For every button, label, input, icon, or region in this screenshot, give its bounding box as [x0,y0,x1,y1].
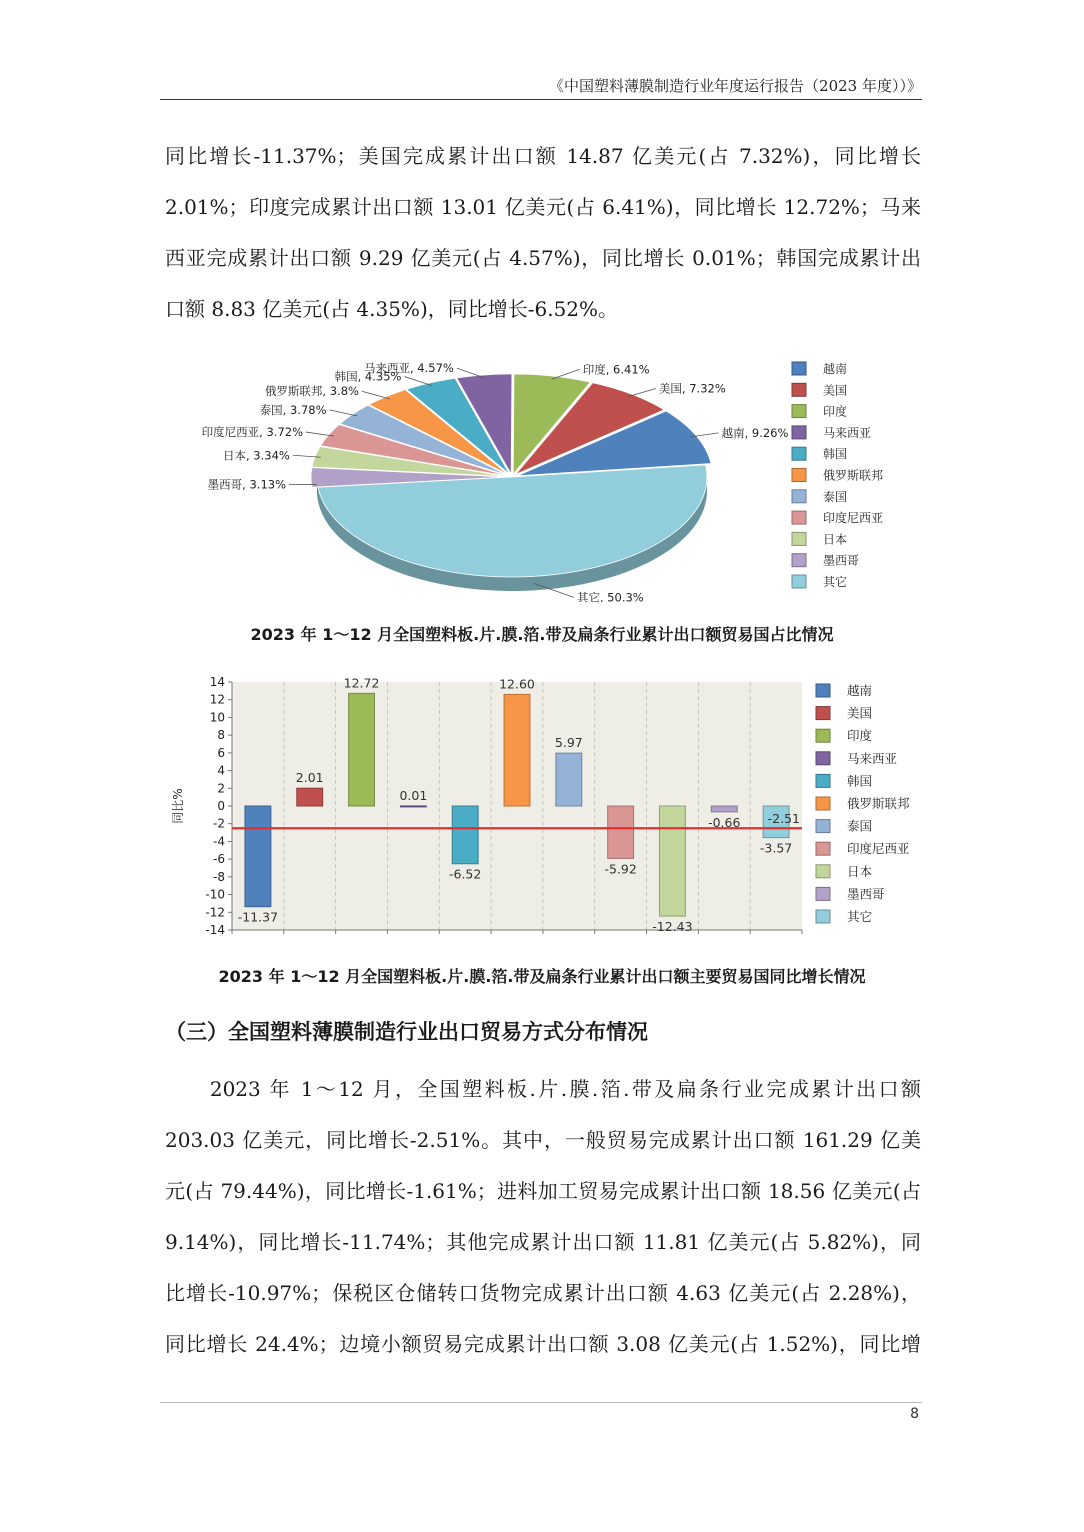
pie-legend [792,361,883,589]
pie-data-label: 日本, 3.34% [223,448,290,463]
legend-label: 印度 [847,728,873,744]
y-tick-label: -8 [213,869,225,884]
y-tick-label: 8 [217,728,225,743]
legend-swatch [792,383,806,396]
legend-label: 泰国 [823,489,848,504]
intro-paragraph [165,131,921,335]
text-line: 元(占 79.44%)，同比增长-1.61%；进料加工贸易完成累计出口额 18.56 亿美元(占 [165,1179,921,1203]
bar-value-label: 0.01 [399,787,428,803]
legend-label: 墨西哥 [823,553,860,568]
legend-swatch [792,426,806,439]
page-number: 8 [910,1406,919,1422]
bar-value-label: -6.52 [449,866,482,882]
pie-data-label: 泰国, 3.78% [259,402,327,417]
legend-swatch [792,469,806,482]
text-line: 203.03 亿美元，同比增长-2.51%。其中，一般贸易完成累计出口额 161.29 亿美 [165,1128,921,1152]
y-tick-label: -4 [213,834,225,849]
legend-swatch [816,842,830,855]
y-tick-label: 6 [217,745,225,760]
pie-leader-line [628,389,656,397]
pie-chart-caption: 2023 年 1～12 月全国塑料板.片.膜.箔.带及扁条行业累计出口额贸易国占比情况 [250,625,834,644]
bar-value-label: -12.43 [652,919,693,935]
bar-value-label: 5.97 [554,735,583,751]
legend-label: 马来西亚 [823,425,872,440]
pie-data-label: 美国, 7.32% [658,381,726,396]
legend-label: 日本 [847,863,873,879]
legend-label: 韩国 [823,447,848,462]
pie-leader-line [404,377,432,386]
pie-data-label: 其它, 50.3% [576,590,644,602]
text-line: 同比增长-11.37%；美国完成累计出口额 14.87 亿美元(占 7.32%)，同比增长 [165,144,921,168]
legend-swatch [816,752,830,765]
legend-swatch [816,729,830,742]
legend-swatch [816,707,830,720]
y-tick-label: 10 [209,710,225,725]
body-paragraph [165,1064,921,1370]
bar-8 [608,806,634,858]
pie-data-label: 俄罗斯联邦, 3.8% [264,384,359,399]
bar-4 [400,806,426,807]
bar-7 [556,753,582,806]
pie-data-label: 越南, 9.26% [721,425,789,440]
text-line: 西亚完成累计出口额 9.29 亿美元(占 4.57%)，同比增长 0.01%；韩国完成累计出 [165,246,921,270]
pie-chart [160,352,924,602]
y-axis-label: 同比% [171,788,185,824]
page-header: 《中国塑料薄膜制造行业年度运行报告（2023 年度））》 [549,77,922,95]
section-title: （三）全国塑料薄膜制造行业出口贸易方式分布情况 [165,1020,648,1044]
pie-data-label: 印度, 6.41% [582,362,650,377]
legend-label: 越南 [847,683,873,698]
legend-swatch [792,362,806,375]
legend-swatch [792,405,806,418]
text-line: 口额 8.83 亿美元(占 4.35%)，同比增长-6.52%。 [165,297,619,321]
legend-swatch [792,447,806,460]
header-rule [160,99,922,100]
legend-swatch [816,797,830,810]
bar-value-label: 12.72 [343,675,380,691]
bar-value-label: -11.37 [237,909,279,925]
legend-label: 印度 [823,404,848,419]
legend-label: 美国 [823,383,848,398]
legend-swatch [816,865,830,878]
legend-label: 其它 [847,909,873,924]
text-line: 2.01%；印度完成累计出口额 13.01 亿美元(占 6.41%)，同比增长 12.72%；马来 [165,195,921,219]
y-tick-label: -6 [213,852,225,867]
bar-9 [660,806,686,916]
bar-value-label: -0.66 [708,814,741,830]
y-tick-label: -2 [213,816,225,831]
footer-rule [160,1402,922,1403]
y-tick-label: -10 [205,887,225,902]
pie-chart-svg [160,352,924,602]
text-line: 2023 年 1～12 月，全国塑料板.片.膜.箔.带及扁条行业完成累计出口额 [165,1077,921,1101]
legend-label: 越南 [823,362,848,376]
y-tick-label: 0 [217,799,225,813]
legend-label: 俄罗斯联邦 [823,468,884,483]
bar-chart-caption: 2023 年 1～12 月全国塑料板.片.膜.箔.带及扁条行业累计出口额主要贸易国同比增长情况 [218,967,866,986]
legend-swatch [792,532,806,545]
y-tick-label: 2 [217,781,225,796]
legend-label: 印度尼西亚 [847,841,910,857]
legend-label: 马来西亚 [847,750,898,766]
legend-swatch [816,774,830,787]
text-line: 比增长-10.97%；保税区仓储转口货物完成累计出口额 4.63 亿美元(占 2.28%)， [165,1281,921,1305]
y-tick-label: 12 [209,692,225,707]
legend-label: 墨西哥 [847,886,885,902]
text-line: 9.14%)，同比增长-11.74%；其他完成累计出口额 11.81 亿美元(占 5.82%)，同 [165,1230,921,1254]
legend-swatch [792,511,806,524]
legend-swatch [792,490,806,503]
legend-label: 俄罗斯联邦 [847,796,910,811]
pie-data-label: 马来西亚, 4.57% [363,361,454,376]
legend-swatch [792,575,806,588]
legend-swatch [816,910,830,923]
legend-swatch [816,820,830,833]
reference-line-label: -2.51 [767,811,800,827]
legend-swatch [816,684,830,697]
pie-data-label: 韩国, 4.35% [334,369,402,384]
bar-chart [160,668,924,946]
y-tick-label: -12 [205,905,225,920]
text-line: 同比增长 24.4%；边境小额贸易完成累计出口额 3.08 亿美元(占 1.52%)，同比增 [165,1332,921,1356]
bar-value-label: 2.01 [295,770,324,786]
pie-leader-line [330,410,358,416]
bar-5 [452,806,478,864]
legend-label: 韩国 [847,773,873,789]
bar-3 [349,693,375,806]
bar-1 [245,806,271,907]
bar-value-label: -5.92 [604,861,637,877]
legend-swatch [792,554,806,567]
pie-data-label: 印度尼西亚, 3.72% [201,425,304,440]
legend-label: 日本 [823,532,848,547]
bar-6 [504,694,530,806]
y-tick-label: 14 [209,675,225,689]
bar-value-label: -3.57 [759,840,793,856]
bar-value-label: 12.60 [499,676,535,692]
pie-leader-line [362,391,390,399]
legend-label: 美国 [847,705,873,721]
bar-chart-svg [160,668,924,946]
y-tick-label: 4 [217,763,225,778]
legend-swatch [816,887,830,900]
bar-10 [711,806,737,812]
y-tick-label: -14 [205,923,225,937]
pie-data-label: 墨西哥, 3.13% [207,477,287,492]
legend-label: 泰国 [847,818,873,834]
legend-label: 印度尼西亚 [823,511,884,526]
legend-label: 其它 [823,575,848,589]
bar-2 [297,788,323,806]
